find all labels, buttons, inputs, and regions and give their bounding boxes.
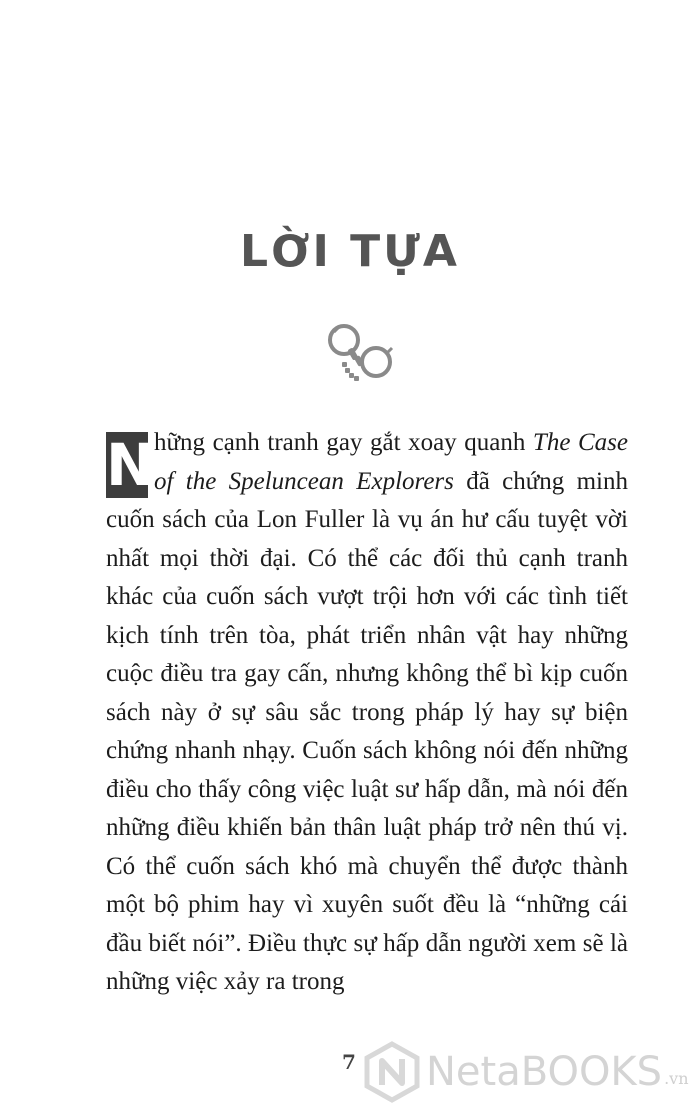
handcuffs-icon: [320, 318, 400, 388]
watermark-text: NetaBOOKS: [426, 1049, 663, 1095]
watermark-suffix: .vn: [664, 1069, 689, 1088]
chapter-title: LỜI TỰA: [240, 226, 460, 277]
drop-cap: N: [106, 431, 155, 499]
paragraph-text: đã chứng minh cuốn sách của Lon Fuller là vụ án hư cấu tuyệt vời nhất mọi thời đại. Có thể các đối thủ cạnh tranh khác của cuốn sách vượt trội hơn với các tình tiết kịch tính trên tòa, phát triển nhân vật hay những cuộc điều tra gay cấn, nhưng không thể bì kịp cuốn sách này ở sự sâu sắc trong pháp lý hay sự biện chứng nhanh nhạy. Cuốn sách không nói đến những điều cho thấy công việc luật sư hấp dẫn, mà nói đến những điều khiến bản thân luật pháp trở nên thú vị. Có thể cuốn sách khó mà chuyển thể được thành một bộ phim hay vì xuyên suốt đều là “những cái đầu biết nói”. Điều thực sự hấp dẫn người xem sẽ là những việc xảy ra trong: [106, 467, 628, 995]
body-paragraph: [106, 424, 628, 1002]
book-title: The Case of the Speluncean Explorers: [154, 429, 628, 495]
netabooks-logo-icon: [362, 1041, 422, 1103]
watermark: [362, 1040, 700, 1104]
page-number: 7: [342, 1050, 356, 1074]
paragraph-lead: hững cạnh tranh gay gắt xoay quanh: [154, 429, 533, 456]
